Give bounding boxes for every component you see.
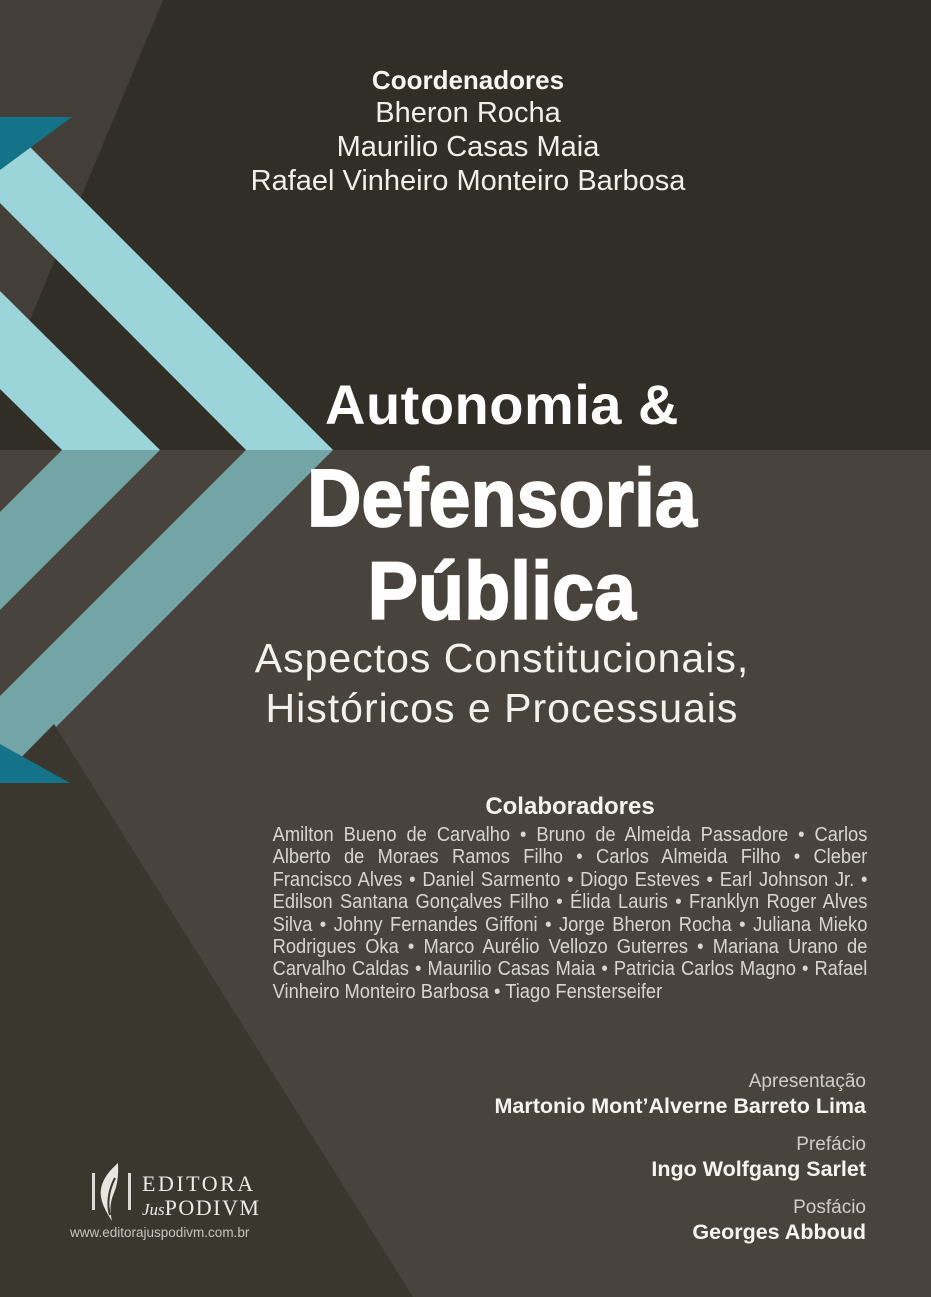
publisher-jus-text: Jus (142, 1200, 165, 1219)
publisher-website: www.editorajuspodivm.com.br (70, 1225, 250, 1240)
coordinator-name: Maurilio Casas Maia (336, 131, 600, 163)
publisher-editora-text: EDITORA (142, 1171, 256, 1196)
book-title-line1-text: Autonomia & (325, 373, 679, 436)
book-title-line2-text: Defensoria (307, 453, 697, 544)
book-title-main (72, 452, 931, 638)
credit-posfacio (494, 1197, 866, 1245)
publisher-juspodivm-text (142, 1196, 260, 1222)
credit-role: Prefácio (796, 1134, 866, 1155)
book-title-line3-text: Pública (367, 546, 637, 637)
coordinator-name: Rafael Vinheiro Monteiro Barbosa (250, 165, 686, 197)
credit-name: Martonio Mont’Alverne Barreto Lima (494, 1094, 866, 1118)
credit-name: Ingo Wolfgang Sarlet (651, 1157, 866, 1181)
credits-block (494, 1071, 866, 1260)
logo-right-bar (128, 1173, 131, 1210)
book-title-line1 (72, 372, 931, 437)
credit-role: Apresentação (748, 1071, 866, 1092)
credit-prefacio (494, 1134, 866, 1182)
coordinator-name: Bheron Rocha (375, 97, 561, 129)
book-subtitle (72, 633, 931, 733)
publisher-feather-icon (95, 1163, 129, 1221)
coordinators-label: Coordenadores (371, 65, 565, 95)
credit-apresentacao (494, 1071, 866, 1119)
publisher-podivm-text: PODIVM (164, 1195, 261, 1220)
publisher-logo (70, 1162, 290, 1247)
collaborators-names: Amilton Bueno de Carvalho • Bruno de Almeida Passadore • Carlos Alberto de Moraes Ramos Filho • Carlos Almeida Filho • Cleber Francisco Alves • Daniel Sarmento • Diogo Esteves • Earl Johnson Jr. • Edilson Santana Gonçalves Filho • Élida Lauris • Franklyn Roger Alves Silva • Johny Fernandes Giffoni • Jorge Bheron Rocha • Juliana Mieko Rodrigues Oka • Marco Aurélio Vellozo Guterres • Mariana Urano de Carvalho Caldas • Maurilio Casas Maia • Patricia Carlos Magno • Rafael Vinheiro Monteiro Barbosa • Tiago Fensterseifer (272, 824, 868, 1003)
publisher-name (142, 1172, 260, 1222)
credit-name: Georges Abboud (692, 1220, 866, 1244)
book-subtitle-line2: Históricos e Processuais (265, 685, 739, 731)
book-subtitle-line1: Aspectos Constitucionais, (254, 635, 750, 681)
credit-role: Posfácio (793, 1197, 866, 1218)
coordinators-block (0, 64, 931, 198)
collaborators-label: Colaboradores (485, 793, 655, 820)
